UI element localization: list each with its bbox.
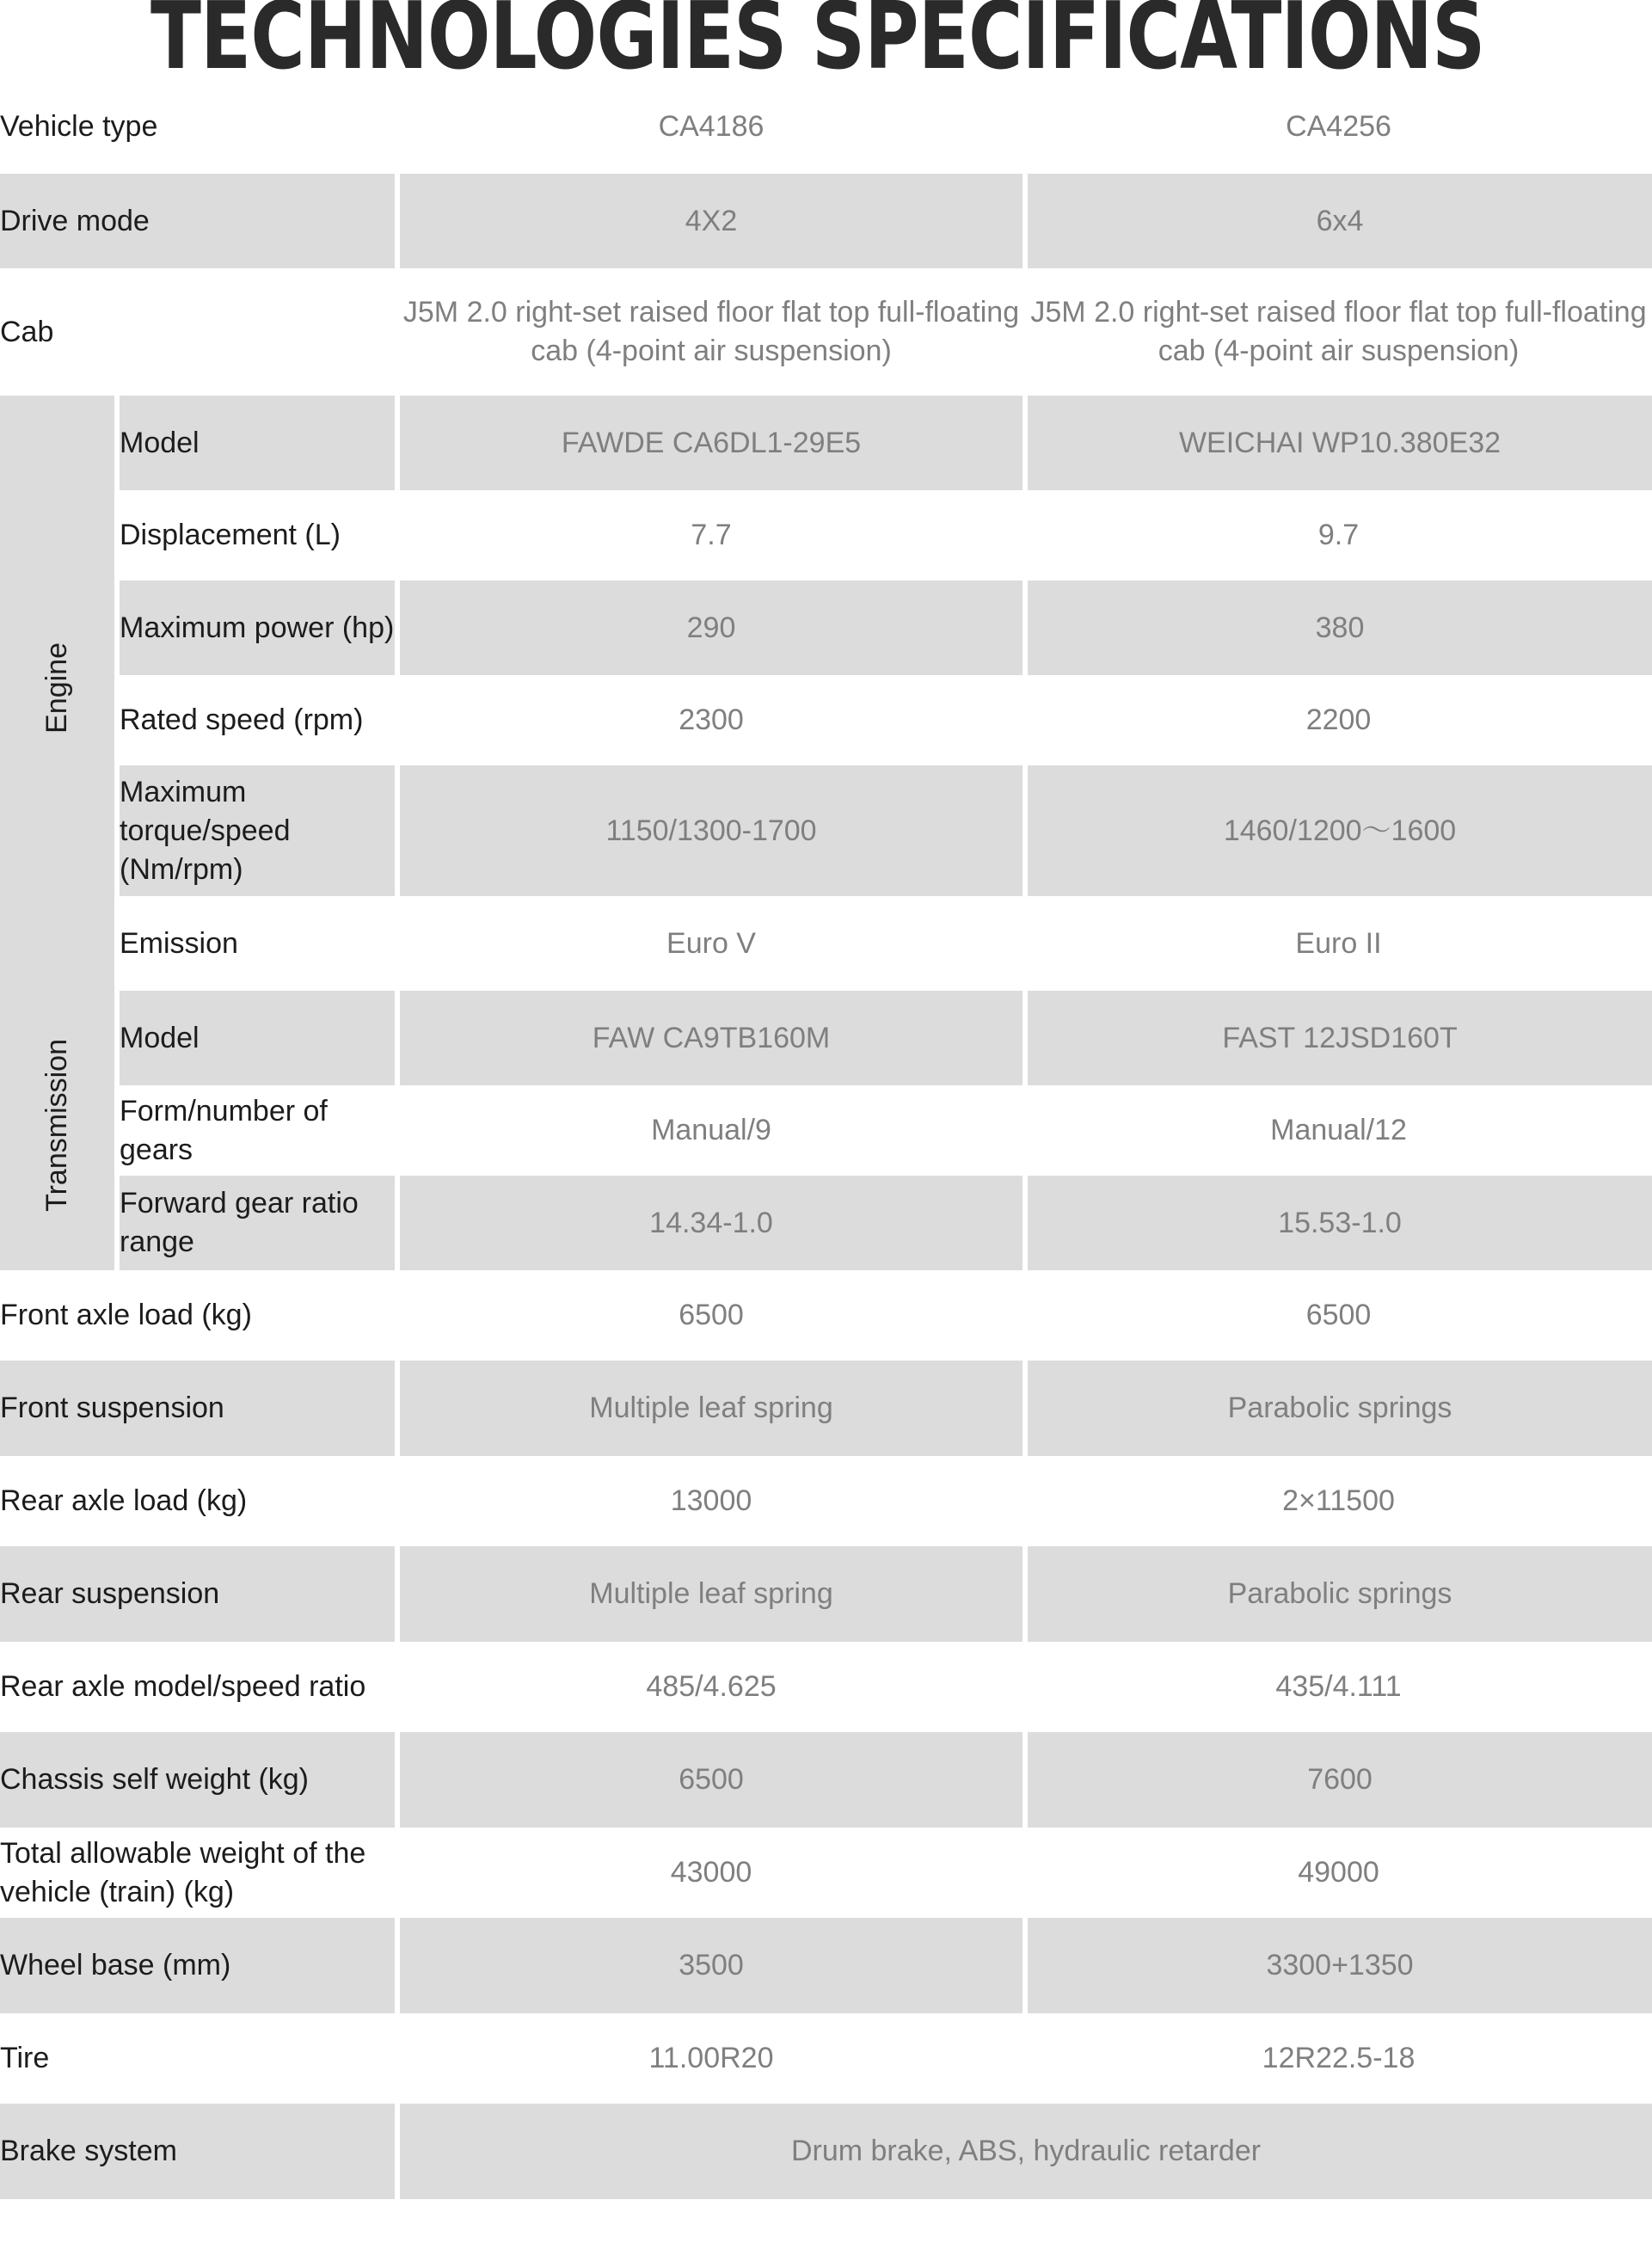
cell-ca4256: 12R22.5-18 (1262, 2042, 1416, 2074)
table-row (0, 991, 1652, 1085)
table-row (0, 675, 1652, 765)
cell-ca4186: Multiple leaf spring (397, 1361, 1025, 1456)
page-title: TECHNOLOGIES SPECIFICATIONS (150, 0, 1485, 90)
cell-ca4186: 2300 (679, 703, 744, 736)
table-row (0, 1456, 1652, 1546)
cell-ca4256: 49000 (1298, 1856, 1379, 1889)
table-row (0, 1918, 1652, 2013)
cell-ca4186: 13000 (670, 1484, 752, 1517)
cell-ca4256: 2×11500 (1282, 1484, 1395, 1517)
cell-ca4256: 380 (1025, 581, 1652, 675)
table-row (0, 1732, 1652, 1828)
table-row (0, 490, 1652, 581)
row-label: Model (117, 396, 397, 490)
cell-ca4186: 14.34-1.0 (397, 1176, 1025, 1270)
cell-ca4256: Parabolic springs (1025, 1361, 1652, 1456)
table-row (0, 1361, 1652, 1456)
row-label: Rear axle load (kg) (0, 1484, 248, 1517)
engine-label: Engine (40, 642, 73, 734)
cell-ca4186: Euro V (666, 926, 756, 960)
transmission-label: Transmission (40, 1039, 73, 1212)
table-row (0, 1176, 1652, 1270)
row-label: Vehicle type (0, 110, 158, 143)
cell-ca4186: 43000 (670, 1856, 752, 1889)
cell-ca4256: CA4256 (1286, 110, 1391, 143)
cell-ca4256: Manual/12 (1270, 1114, 1407, 1146)
table-row (0, 2104, 1652, 2199)
cell-ca4256: WEICHAI WP10.380E32 (1025, 396, 1652, 490)
cell-ca4256: 435/4.111 (1275, 1670, 1402, 1703)
table-row (0, 80, 1652, 174)
row-label: Front axle load (kg) (0, 1299, 252, 1331)
table-row (0, 1642, 1652, 1732)
cell-ca4186: FAWDE CA6DL1-29E5 (397, 396, 1025, 490)
cell-ca4186: J5M 2.0 right-set raised floor flat top full-floating cab (4-point air suspension) (402, 296, 1020, 367)
cell-ca4186: 1150/1300-1700 (397, 765, 1025, 896)
cell-ca4186: FAW CA9TB160M (397, 991, 1025, 1085)
cell-ca4256: Euro II (1295, 926, 1382, 960)
cell-ca4186: 485/4.625 (646, 1670, 777, 1703)
row-label: Drive mode (0, 174, 397, 268)
row-label: Emission (120, 926, 238, 960)
cell-ca4256: 9.7 (1317, 519, 1360, 551)
cell-ca4256: 7600 (1025, 1732, 1652, 1828)
cell-ca4256: 6500 (1305, 1299, 1372, 1331)
table-row (0, 174, 1652, 268)
cell-ca4256: 2200 (1305, 703, 1372, 736)
cell-ca4256: Parabolic springs (1025, 1546, 1652, 1642)
table-row (0, 1085, 1652, 1176)
table-row (0, 1828, 1652, 1918)
cell-ca4186: 4X2 (397, 174, 1025, 268)
cell-ca4186: Multiple leaf spring (397, 1546, 1025, 1642)
cell-ca4256: FAST 12JSD160T (1025, 991, 1652, 1085)
row-label: Rear suspension (0, 1546, 397, 1642)
cell-ca4256: 6x4 (1025, 174, 1652, 268)
table-row (0, 396, 1652, 490)
row-label: Model (117, 991, 397, 1085)
table-row (0, 2013, 1652, 2104)
cell-ca4186: 6500 (679, 1299, 744, 1331)
specifications-table (0, 80, 1652, 2199)
cell-ca4186: 11.00R20 (648, 2042, 774, 2074)
row-label: Total allowable weight of the vehicle (train) (kg) (0, 1836, 366, 1908)
cell-brake-system: Drum brake, ABS, hydraulic retarder (397, 2104, 1652, 2199)
transmission-group-label (0, 991, 117, 1270)
row-label: Displacement (L) (120, 519, 341, 551)
row-label: Wheel base (mm) (0, 1918, 397, 2013)
row-label: Maximum power (hp) (117, 581, 397, 675)
cell-ca4186: Manual/9 (651, 1114, 771, 1146)
table-row (0, 268, 1652, 396)
row-label: Brake system (0, 2104, 397, 2199)
cell-ca4256: 1460/1200～1600 (1025, 765, 1652, 896)
table-row (0, 1546, 1652, 1642)
row-label: Tire (0, 2042, 50, 2074)
cell-ca4186: 7.7 (691, 519, 732, 551)
row-label: Forward gear ratio range (117, 1176, 397, 1270)
cell-ca4186: CA4186 (658, 110, 765, 143)
cell-ca4186: 3500 (397, 1918, 1025, 2013)
row-label: Rated speed (rpm) (120, 703, 364, 736)
cell-ca4256: J5M 2.0 right-set raised floor flat top full-floating cab (4-point air suspension) (1030, 296, 1647, 367)
cell-ca4186: 290 (397, 581, 1025, 675)
row-label: Form/number of gears (120, 1094, 328, 1166)
row-label: Rear axle model/speed ratio (0, 1670, 366, 1703)
cell-ca4256: 3300+1350 (1025, 1918, 1652, 2013)
table-row (0, 1270, 1652, 1361)
cell-ca4256: 15.53-1.0 (1025, 1176, 1652, 1270)
row-label: Chassis self weight (kg) (0, 1732, 397, 1828)
cell-ca4186: 6500 (397, 1732, 1025, 1828)
table-row (0, 765, 1652, 896)
table-row (0, 896, 1652, 991)
table-row (0, 581, 1652, 675)
engine-group-label (0, 396, 117, 991)
row-label: Front suspension (0, 1361, 397, 1456)
row-label: Cab (0, 315, 54, 348)
row-label: Maximum torque/speed (Nm/rpm) (117, 765, 397, 896)
